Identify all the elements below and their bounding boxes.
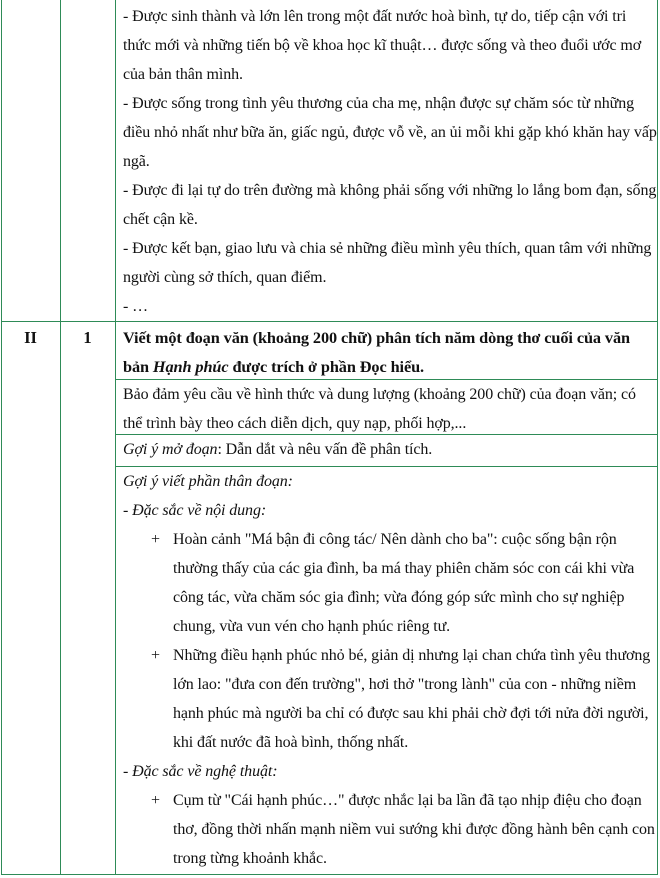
column-divider-2 [115,0,116,875]
row-divider [1,321,658,322]
section1-item: - Được sinh thành và lớn lên trong một đất nước hoà bình, tự do, tiếp cận với tri thức mới và những tiến bộ về khoa học kĩ thuật… được sống và theo đuổi ước mơ của bản thân mình. [123,8,642,83]
table-border-bottom [1,874,658,875]
art-heading: - Đặc sắc về nghệ thuật: [123,763,278,780]
plus-bullet-icon: + [151,531,160,548]
table-border-right [657,0,658,875]
content-item [123,641,657,757]
question-number: 1 [83,328,92,347]
intro-label: Gợi ý mở đoạn [123,441,218,458]
intro-cell [117,435,657,464]
question-title [117,323,657,381]
section1-item: - … [123,298,149,315]
table-border-left [1,0,2,875]
section1-item: - Được kết bạn, giao lưu và chia sẻ những điều mình yêu thích, quan tâm với những người cùng sở thích, quan điểm. [123,240,652,286]
requirement-text: Bảo đảm yêu cầu về hình thức và dung lượng (khoảng 200 chữ) của đoạn văn; có thể trình bày theo cách diễn dịch, quy nạp, phối hợp,... [123,386,636,432]
body-cell [117,467,657,873]
content-heading: - Đặc sắc về nội dung: [123,502,267,519]
art-item-text: Cụm từ "Cái hạnh phúc…" được nhắc lại ba lần đã tạo nhịp điệu cho đoạn thơ, đồng thời nhấn mạnh niềm vui sướng khi được đồng hành bên cạnh con trong từng khoảnh khắc. [173,792,655,867]
content-item [123,525,657,641]
section1-cell [117,2,657,321]
section1-item: - Được sống trong tình yêu thương của cha mẹ, nhận được sự chăm sóc từ những điều nhỏ nhất như bữa ăn, giấc ngủ, được vỗ về, an ủi mỗi khi gặp khó khăn hay vấp ngã. [123,95,657,170]
body-heading: Gợi ý viết phần thân đoạn: [123,473,293,490]
part-number: II [24,328,37,347]
intro-text: : Dẫn dắt và nêu vấn đề phân tích. [217,441,433,458]
plus-bullet-icon: + [151,647,160,664]
content-item-text: Hoàn cảnh "Má bận đi công tác/ Nên dành cho ba": cuộc sống bận rộn thường thấy của các gia đình, ba má thay phiên chăm sóc con cái khi vừa công tác, vừa chăm sóc gia đình; vừa đóng góp sức mình cho sự nghiệp chung, vừa vun vén cho hạnh phúc riêng tư. [173,531,635,635]
section1-item: - Được đi lại tự do trên đường mà không phải sống với những lo lắng bom đạn, sống chết cận kề. [123,182,657,228]
title-text-end: được trích ở phần Đọc hiểu. [228,357,425,376]
content-item-text: Những điều hạnh phúc nhỏ bé, giản dị nhưng lại chan chứa tình yêu thương lớn lao: "đưa con đến trường", hơi thở "trong lành" của con - những niềm hạnh phúc mà người ba chỉ có được sau khi phải chờ đợi tới nửa đời người, khi đất nước đã hoà bình, thống nhất. [173,647,651,751]
art-item [123,786,657,873]
requirement-cell [117,380,657,438]
title-text: Viết một đoạn văn (khoảng 200 chữ) phân tích năm dòng thơ cuối của văn bản [123,328,630,376]
plus-bullet-icon: + [151,792,160,809]
column-divider-1 [60,0,61,875]
title-work-name: Hạnh phúc [152,357,229,376]
